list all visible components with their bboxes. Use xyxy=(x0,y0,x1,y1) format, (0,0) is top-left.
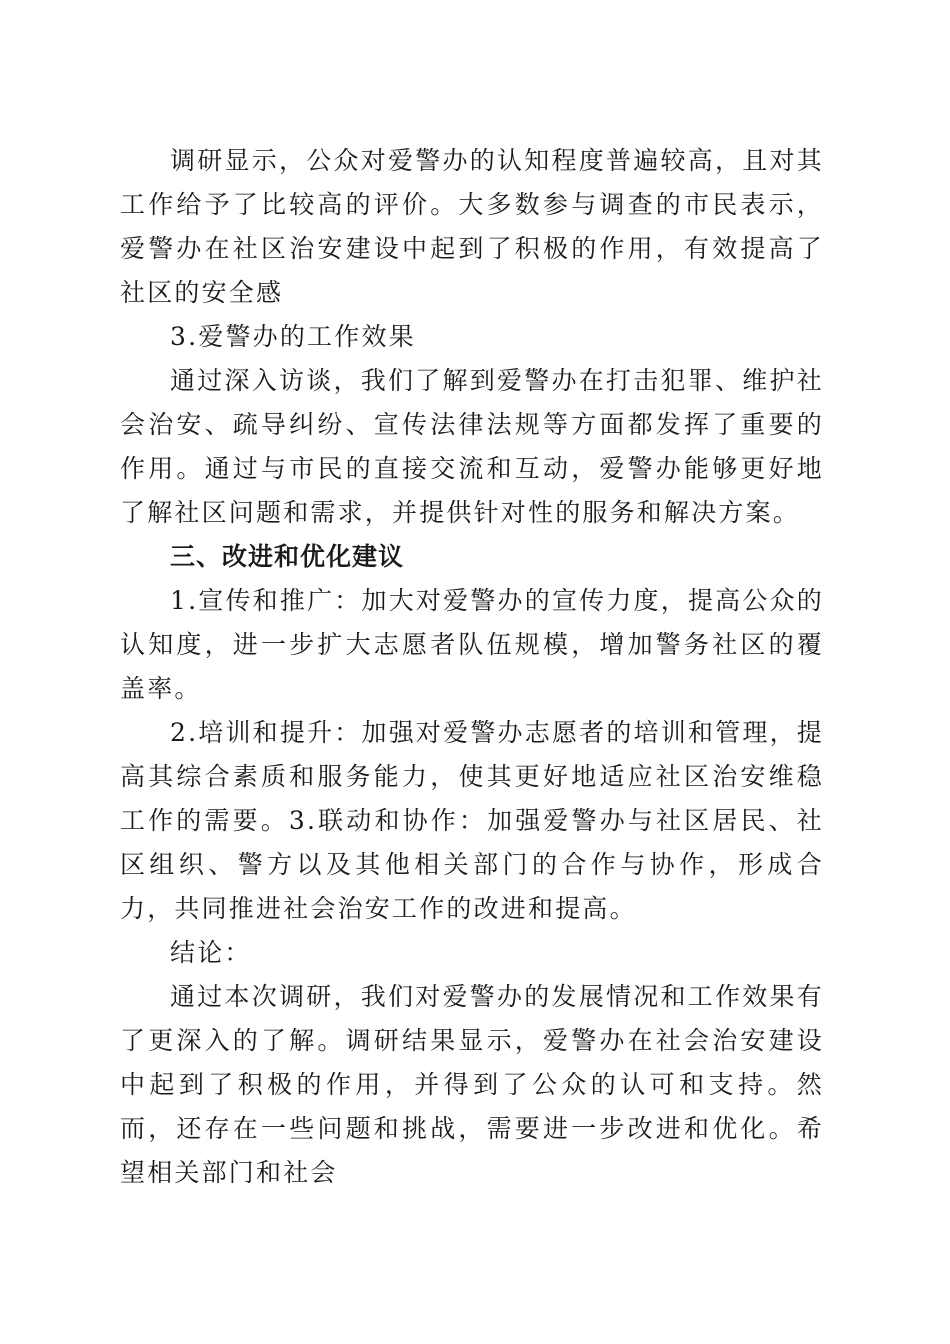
subheading-work-effect: 3.爱警办的工作效果 xyxy=(170,322,416,351)
paragraph-suggestion-training: 2.培训和提升：加强对爱警办志愿者的培训和管理，提高其综合素质和服务能力，使其更好地适应社区治安维稳工作的需要。3.联动和协作：加强爱警办与社区居民、社区组织、警方以及其他相关部门的合作与协作，形成合力，共同推进社会治安工作的改进和提高。 xyxy=(120,718,824,923)
conclusion-label: 结论： xyxy=(170,938,252,967)
paragraph-suggestion-publicity: 1.宣传和推广：加大对爱警办的宣传力度，提高公众的认知度，进一步扩大志愿者队伍规模，增加警务社区的覆盖率。 xyxy=(120,586,824,703)
paragraph-interview-findings: 通过深入访谈，我们了解到爱警办在打击犯罪、维护社会治安、疏导纠纷、宣传法律法规等方面都发挥了重要的作用。通过与市民的直接交流和互动，爱警办能够更好地了解社区问题和需求，并提供针对性的服务和解决方案。 xyxy=(120,366,824,527)
document-page xyxy=(120,139,824,1195)
paragraph-survey-results: 调研显示，公众对爱警办的认知程度普遍较高，且对其工作给予了比较高的评价。大多数参与调查的市民表示，爱警办在社区治安建设中起到了积极的作用，有效提高了社区的安全感 xyxy=(120,146,824,307)
paragraph-conclusion: 通过本次调研，我们对爱警办的发展情况和工作效果有了更深入的了解。调研结果显示，爱警办在社会治安建设中起到了积极的作用，并得到了公众的认可和支持。然而，还存在一些问题和挑战，需要进一步改进和优化。希望相关部门和社会 xyxy=(120,982,824,1187)
section-heading-suggestions: 三、改进和优化建议 xyxy=(170,542,405,571)
